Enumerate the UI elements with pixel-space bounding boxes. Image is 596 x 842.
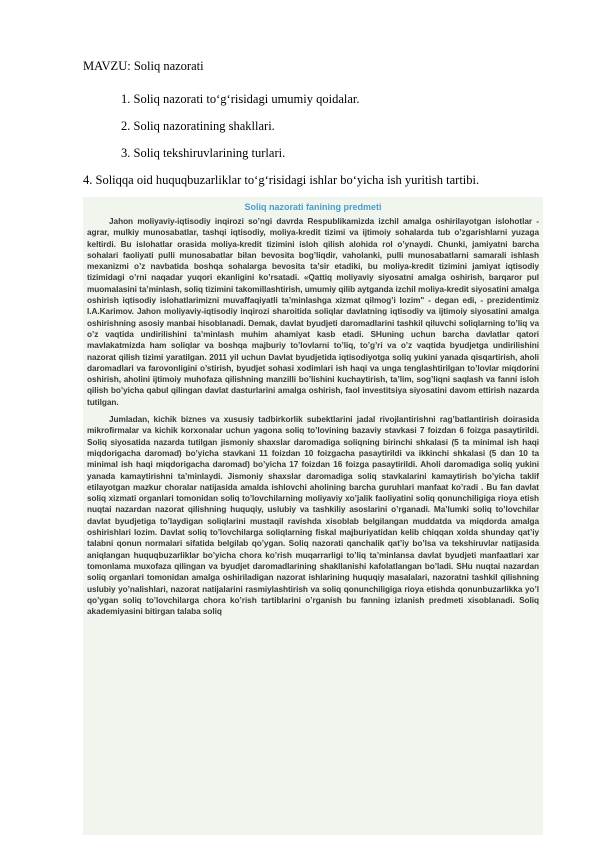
paragraph-1: Jahon moliyaviy-iqtisodiy inqirozi so’ngi davrda Respublikamizda izchil amalga oshirilayotgan islohotlar - agrar, mulkiy munosabatlar, tashqi iqtisodiy, moliya-kredit tizimi va ijtimoiy sohalarda tub o’zgarishlarni yuzaga keltirdi. Bu islohatlar orasida moliya-kredit tizimini isloh qilish alohida rol o’ynaydi. Chunki, jamiyatni barcha sohalari faoliyati pulli munosabatlar bilan bevosita bog’liqdir, vaholanki, pulli munosabatlarni samarali ishlash mexanizmi o’z navbatida boshqa sohalarga bevosita ta’sir etadiki, bu moliya-kredit tizimini jamiyat iqtisodiy tizimidagi o’rni naqadar yuqori ekanligini ko’rsatadi. «Qattiq moliyaviy siyosatni amalga oshirish, barqaror pul muomalasini ta’minlash, soliq tizimini takomillashtirish, umumiy qilib aytganda izchil moliya-kredit siyosatini amalga oshirish iqtisodiy islohatlarimizni muvaffaqiyatli ta’minlashga xizmat qilmog’i lozim" - degan edi, - prezidentimiz I.A.Karimov. Jahon moliyaviy-iqtisodiy inqirozi sharoitida soliqlar davlatning iqtisodiy va ijtimoiy siyosatini amalga oshirishning asosiy manbai hisoblanadi. Demak, davlat byudjeti daromadlarini tashkil qiluvchi soliqlarning to’liq va o’z vaqtida undirilishini ta’minlash muhim ahamiyat kasb etadi. SHuning uchun barcha davlatlar qatori mavlakatmizda ham soliqlar va boshqa majburiy to’lovlarni to’liq, to’g’ri va o’z vaqtida byudjetga undirilishini nazorat qilish tizimi yaratilgan. 2011 yil uchun Davlat byudjetida iqtisodiyotga soliq yukini yanada qisqartirish, aholi daromadlari va farovonligini o’stirish, byudjet sohasi xodimlari ish haqi va unga tenglashtirilgan to’lovlar miqdorini oshirish, aholini ijtimoiy muhofaza qilishning manzilli bo’lishini kuchaytirish, ta’lim, sog’liqni saqlash va fanni isloh qilish bo’yicha qabul qilingan davlat dasturlarini amalga oshirish, faol investitsiya siyosatini davom ettirish nazarda tutilgan. [87, 217, 539, 407]
paragraph-2: Jumladan, kichik biznes va xususiy tadbirkorlik subektlarini jadal rivojlantirishni rag’batlantirish doirasida mikrofirmalar va kichik korxonalar uchun yagona soliq to’lovining bazaviy stavkasi 7 foizdan 6 foizga pasaytirildi. Soliq siyosatida nazarda tutilgan jismoniy shaxslar daromadiga soliqning birinchi shkalasi (5 ta minimal ish haqi miqdorigacha daromad) bo’yicha stavkani 11 foizdan 10 foizgacha pasaytirildi va ikkinchi shkalasi (5 dan 10 ta minimal ish haqi miqdorigacha daromad) bo’yicha 17 foizdan 16 foizga pasaytirildi. Aholi daromadiga soliq yukini yanada kamaytirishni ta’minlaydi. Jismoniy shaxslar daromadiga soliq stavkalarini kamaytirish bo’yicha taklif etilayotgan mazkur choralar natijasida amalda ishlovchi aholining barcha guruhlari manfaat ko’radi . Bu fan davlat soliq xizmati organlari tomonidan soliq to’lovchilarning moliyaviy xo’jalik faoliyatini soliq qonunchiligiga rioya etish nuqtai nazardan nazorat qilishning huquqiy, uslubiy va tashkiliy asoslarini o’rganadi. Ma’lumki soliq to’lovchilar davlat byudjetiga to’laydigan soliqlarini mustaqil ravishda xisoblab belgilangan muddatda va miqdorda amalga oshirishlari lozim. Davlat soliq to’lovchilarga soliqlarning fiskal majburiyatidan kelib chiqqan xolda shunday qat’iy talabni qonun normalari sifatida belgilab qo’ygan. Soliq nazorati qanchalik qat’iy bo’lsa va tekshiruvlar natijasida aniqlangan huquqbuzarliklar bo’yicha chora ko’rish muqarrarligi to’liq ta’minlansa davlat byudjeti manfaatlari xar tomonlama muxofaza qilingan va byudjet daromadlarining shakllanishi kafolatlangan bo’ladi. SHu nuqtai nazardan soliq organlari tomonidan amalga oshiriladigan nazorat ishlarining huquqiy masalalari, nazoratni tashkil qilishning uslubiy yo’nalishlari, nazorat natijalarini rasmiylashtirish va soliq qonunchiligiga rioya etishda qonunbuzarlikka yo’l qo’ygan soliq to’lovchilarga chora ko’rish tartiblarini o’rganish bu fanning izlanish predmeti xisoblanadi. Soliq akademiyasini bitirgan talaba soliq [87, 415, 539, 617]
plan-item-1: 1. Soliq nazorati to‘g‘risidagi umumiy qoidalar. [121, 92, 360, 106]
content-panel [83, 197, 543, 835]
plan-item-3: 3. Soliq tekshiruvlarining turlari. [121, 146, 286, 160]
plan-item-4: 4. Soliqqa oid huquqbuzarliklar to‘g‘risidagi ishlar bo‘yicha ish yuritish tartibi. [83, 173, 480, 187]
plan-item-2: 2. Soliq nazoratining shakllari. [121, 119, 275, 133]
topic-heading: MAVZU: Soliq nazorati [83, 59, 204, 73]
section-title: Soliq nazorati fanining predmeti [244, 202, 382, 212]
